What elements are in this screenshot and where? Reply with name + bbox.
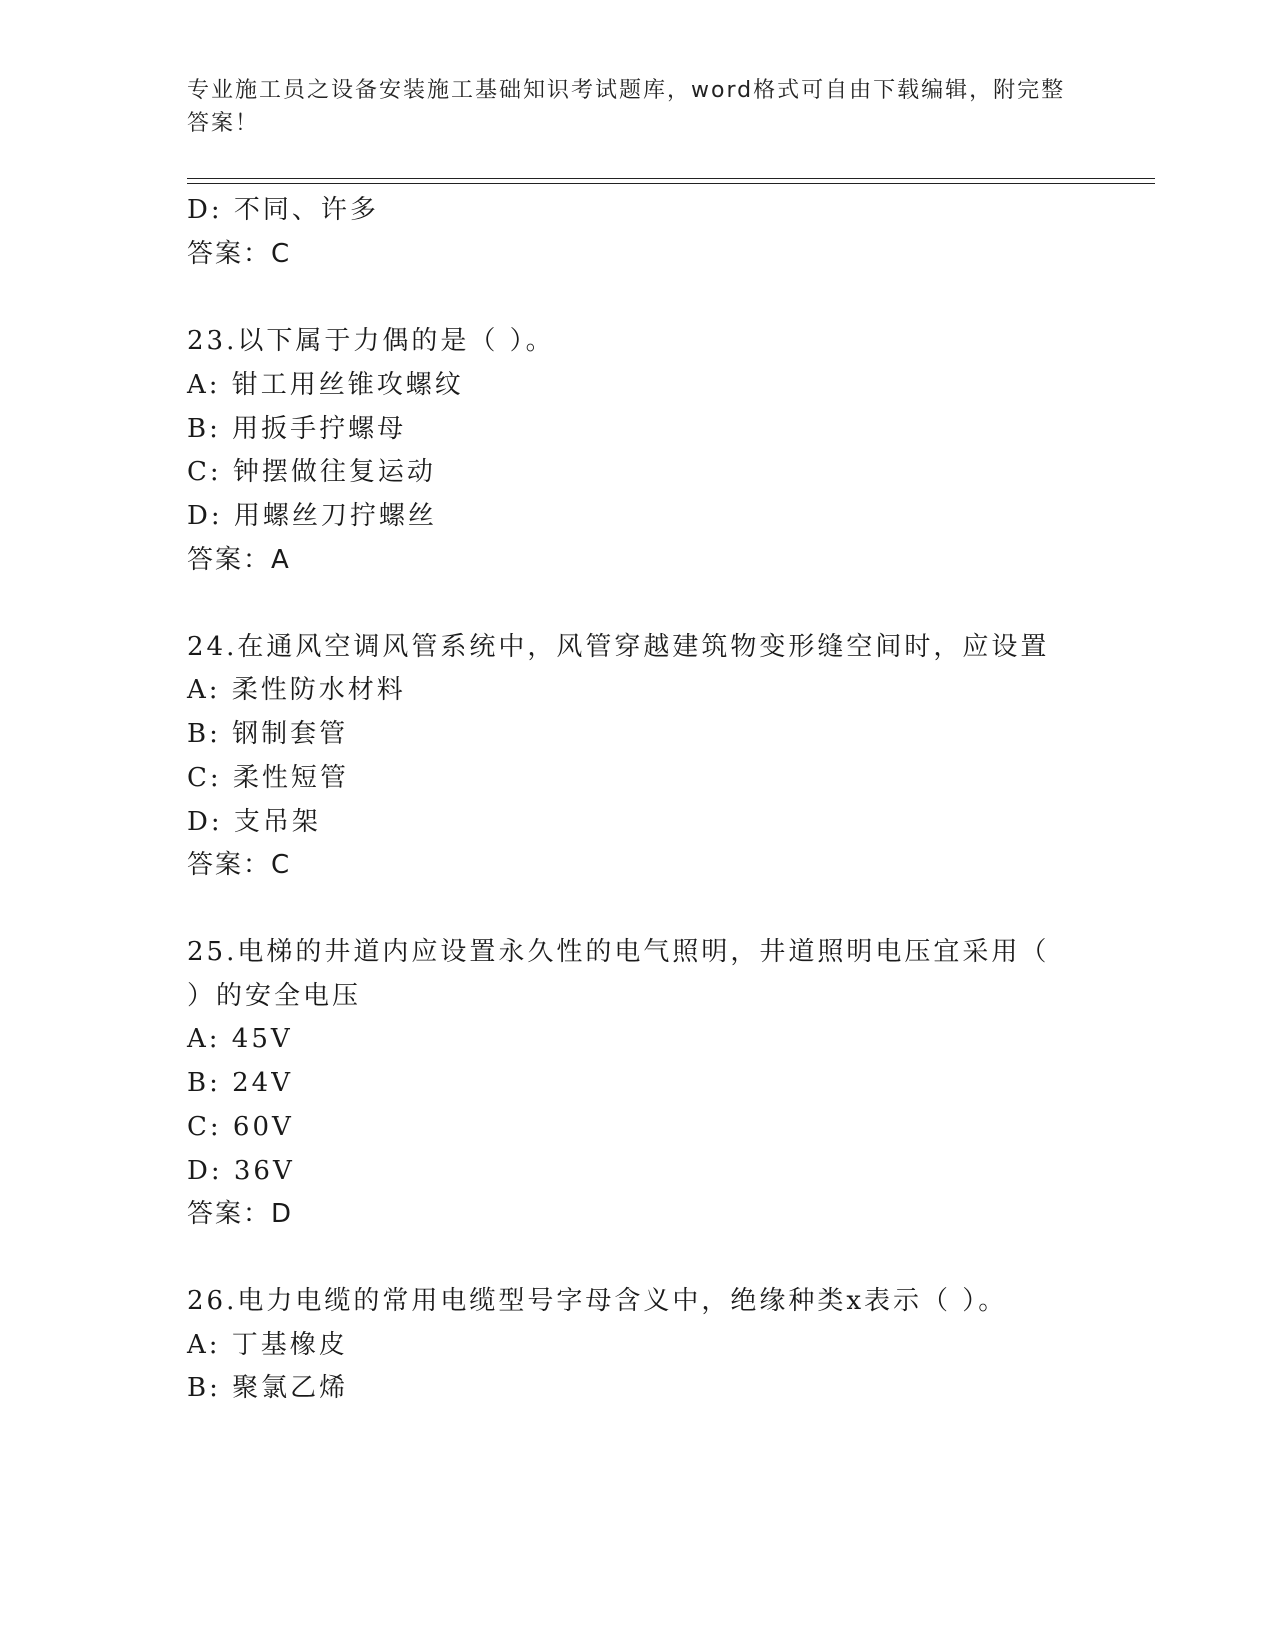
q25-option-a: A: 45V (187, 1024, 293, 1054)
q26-option-b: B: 聚氯乙烯 (187, 1373, 349, 1403)
document-header: 专业施工员之设备安装施工基础知识考试题库，word格式可自由下载编辑，附完整答案！ (187, 78, 1066, 136)
q26-option-a: A: 丁基橡皮 (187, 1330, 348, 1360)
q24-answer: 答案：C (187, 850, 292, 880)
q25-question-continued: ）的安全电压 (187, 981, 362, 1011)
q23-option-d: D: 用螺丝刀拧螺丝 (187, 501, 437, 531)
q25-answer: 答案：D (187, 1199, 294, 1229)
q23-question: 23.以下属于力偶的是（ ）。 (187, 326, 555, 356)
q24-option-a: A: 柔性防水材料 (187, 675, 406, 705)
q24-option-d: D: 支吊架 (187, 807, 321, 837)
header-divider-bottom (187, 183, 1155, 184)
q23-option-a: A: 钳工用丝锥攻螺纹 (187, 370, 464, 400)
q24-question: 24.在通风空调风管系统中，风管穿越建筑物变形缝空间时，应设置 (187, 632, 1050, 662)
q25-question: 25.电梯的井道内应设置永久性的电气照明，井道照明电压宜采用（ (187, 937, 1050, 967)
q26-question: 26.电力电缆的常用电缆型号字母含义中，绝缘种类x表示（ ）。 (187, 1286, 1008, 1316)
q24-option-c: C: 柔性短管 (187, 763, 349, 793)
q23-option-b: B: 用扳手拧螺母 (187, 414, 407, 444)
q23-option-c: C: 钟摆做往复运动 (187, 457, 436, 487)
q25-option-c: C: 60V (187, 1112, 294, 1142)
header-divider-top (187, 178, 1155, 179)
q24-option-b: B: 钢制套管 (187, 719, 349, 749)
q23-answer: 答案：A (187, 545, 291, 575)
q25-option-b: B: 24V (187, 1068, 293, 1098)
q22-option-d: D: 不同、许多 (187, 195, 379, 225)
q25-option-d: D: 36V (187, 1156, 295, 1186)
q22-answer: 答案：C (187, 239, 292, 269)
